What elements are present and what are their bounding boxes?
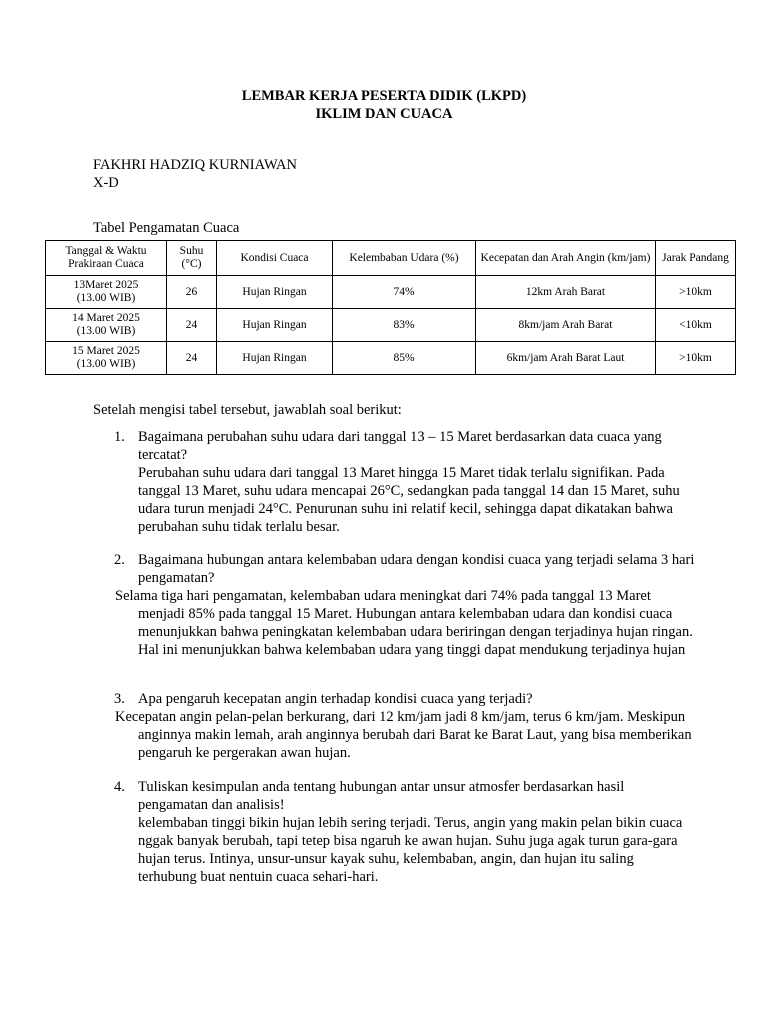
header-condition: Kondisi Cuaca: [217, 241, 333, 276]
student-name: FAKHRI HADZIQ KURNIAWAN: [93, 157, 297, 173]
cell-temperature: 24: [167, 342, 217, 375]
question-4: [114, 778, 693, 814]
cell-wind: 6km/jam Arah Barat Laut: [476, 342, 656, 375]
header-wind: Kecepatan dan Arah Angin (km/jam): [476, 241, 656, 276]
cell-condition: Hujan Ringan: [217, 276, 333, 309]
cell-datetime: 15 Maret 2025 (13.00 WIB): [46, 342, 167, 375]
question-text: Bagaimana perubahan suhu udara dari tanggal 13 – 15 Maret berdasarkan data cuaca yang tercatat?: [138, 429, 662, 463]
question-text: Tuliskan kesimpulan anda tentang hubungan antar unsur atmosfer berdasarkan hasil pengamatan dan analisis!: [138, 779, 625, 813]
cell-condition: Hujan Ringan: [217, 309, 333, 342]
answer-3: Kecepatan angin pelan-pelan berkurang, dari 12 km/jam jadi 8 km/jam, terus 6 km/jam. Meskipun anginnya makin lemah, arah anginnya berubah dari Barat ke Barat Laut, yang bisa memberikan pengaruh ke pergerakan awan hujan.: [115, 709, 692, 761]
cell-humidity: 74%: [333, 276, 476, 309]
cell-datetime: 13Maret 2025 (13.00 WIB): [46, 276, 167, 309]
question-1: [114, 428, 688, 464]
document-subtitle: IKLIM DAN CUACA: [315, 106, 453, 122]
answer-2: Selama tiga hari pengamatan, kelembaban udara meningkat dari 74% pada tanggal 13 Maret menjadi 85% pada tanggal 15 Maret. Hubungan antara kelembaban udara dan kondisi cuaca menunjukkan bahwa peningkatan kelembaban udara beriringan dengan terjadinya hujan ringan. Hal ini menunjukkan bahwa kelembaban udara yang tinggi dapat mendukung terjadinya hujan: [115, 588, 693, 658]
header-humidity: Kelembaban Udara (%): [333, 241, 476, 276]
question-text: Bagaimana hubungan antara kelembaban udara dengan kondisi cuaca yang terjadi selama 3 hari pengamatan?: [138, 552, 695, 586]
question-number: 2.: [114, 552, 125, 568]
question-3: [114, 690, 698, 708]
cell-datetime: 14 Maret 2025 (13.00 WIB): [46, 309, 167, 342]
question-number: 4.: [114, 779, 125, 795]
cell-temperature: 24: [167, 309, 217, 342]
cell-humidity: 83%: [333, 309, 476, 342]
document-title: LEMBAR KERJA PESERTA DIDIK (LKPD): [241, 88, 527, 104]
header-visibility: Jarak Pandang: [656, 241, 736, 276]
weather-observation-table: [45, 240, 736, 375]
question-text: Apa pengaruh kecepatan angin terhadap kondisi cuaca yang terjadi?: [138, 691, 533, 707]
header-datetime: Tanggal & Waktu Prakiraan Cuaca: [46, 241, 167, 276]
cell-condition: Hujan Ringan: [217, 342, 333, 375]
header-temperature: Suhu (°C): [167, 241, 217, 276]
cell-visibility: >10km: [656, 342, 736, 375]
cell-wind: 12km Arah Barat: [476, 276, 656, 309]
question-number: 3.: [114, 691, 125, 707]
table-header-row: [46, 241, 736, 276]
student-class: X-D: [93, 175, 119, 191]
instructions-text: Setelah mengisi tabel tersebut, jawablah soal berikut:: [93, 402, 402, 418]
question-2: [114, 551, 698, 587]
cell-humidity: 85%: [333, 342, 476, 375]
cell-temperature: 26: [167, 276, 217, 309]
cell-visibility: <10km: [656, 309, 736, 342]
answer-1: Perubahan suhu udara dari tanggal 13 Maret hingga 15 Maret tidak terlalu signifikan. Pada tanggal 13 Maret, suhu udara mencapai 26°C, sedangkan pada tanggal 14 dan 15 Maret, suhu udara turun menjadi 24°C. Penurunan suhu ini relatif kecil, sehingga dapat dikatakan bahwa perubahan suhu tidak terlalu besar.: [138, 465, 680, 535]
table-row: [46, 342, 736, 375]
cell-visibility: >10km: [656, 276, 736, 309]
question-number: 1.: [114, 429, 125, 445]
answer-4: kelembaban tinggi bikin hujan lebih sering terjadi. Terus, angin yang makin pelan bikin cuaca nggak banyak berubah, tapi tetep bisa ngaruh ke awan hujan. Suhu juga agak turun gara-gara hujan terus. Intinya, unsur-unsur kayak suhu, kelembaban, angin, dan hujan itu saling terhubung buat nentuin cuaca sehari-hari.: [138, 815, 683, 885]
table-row: [46, 276, 736, 309]
table-caption: Tabel Pengamatan Cuaca: [93, 220, 240, 236]
table-row: [46, 309, 736, 342]
cell-wind: 8km/jam Arah Barat: [476, 309, 656, 342]
